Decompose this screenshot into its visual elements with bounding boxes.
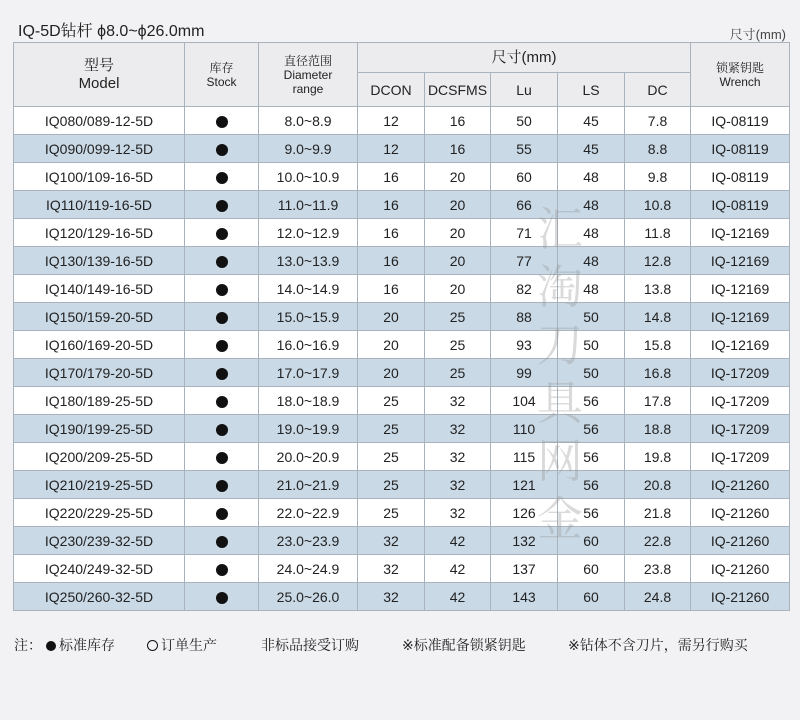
cell-lu: 66: [491, 191, 558, 219]
cell-dc: 23.8: [625, 555, 691, 583]
cell-wrench: IQ-17209: [691, 443, 790, 471]
table-row: [14, 359, 790, 387]
table-row: [14, 107, 790, 135]
cell-dcsfms: 16: [425, 135, 491, 163]
stock-cell: [185, 415, 259, 443]
cell-ls: 56: [558, 471, 625, 499]
cell-ls: 56: [558, 415, 625, 443]
cell-dcon: 25: [358, 499, 425, 527]
cell-wrench: IQ-08119: [691, 135, 790, 163]
cell-lu: 137: [491, 555, 558, 583]
stock-cell: [185, 163, 259, 191]
filled-circle-icon: [216, 116, 228, 128]
cell-range: 8.0~8.9: [259, 107, 358, 135]
cell-dcsfms: 20: [425, 219, 491, 247]
filled-circle-icon: [216, 284, 228, 296]
cell-wrench: IQ-21260: [691, 527, 790, 555]
cell-wrench: IQ-12169: [691, 331, 790, 359]
cell-dcsfms: 20: [425, 275, 491, 303]
cell-dcon: 20: [358, 359, 425, 387]
cell-dcsfms: 25: [425, 359, 491, 387]
header-wrench-en: Wrench: [719, 74, 761, 89]
table-row: [14, 191, 790, 219]
cell-ls: 50: [558, 303, 625, 331]
notes-bar: [14, 635, 794, 657]
cell-model: IQ170/179-20-5D: [14, 359, 185, 387]
cell-dcsfms: 32: [425, 443, 491, 471]
stock-cell: [185, 247, 259, 275]
filled-circle-icon: [216, 592, 228, 604]
note-insert: ※钻体不含刀片，需另行购买: [568, 637, 748, 653]
cell-lu: 121: [491, 471, 558, 499]
unit-label: 尺寸(mm): [729, 27, 786, 42]
cell-range: 9.0~9.9: [259, 135, 358, 163]
stock-cell: [185, 471, 259, 499]
cell-lu: 71: [491, 219, 558, 247]
filled-circle-icon: [216, 172, 228, 184]
cell-ls: 56: [558, 387, 625, 415]
table-row: [14, 415, 790, 443]
header-model-cn: 型号: [83, 56, 114, 74]
cell-wrench: IQ-12169: [691, 247, 790, 275]
table-row: [14, 499, 790, 527]
open-circle-icon: [147, 640, 158, 651]
note-made-to-order: [147, 635, 217, 655]
filled-circle-icon: [216, 368, 228, 380]
cell-dcon: 12: [358, 107, 425, 135]
note-made-to-order-label: 订单生产: [161, 637, 217, 653]
filled-circle-icon: [216, 200, 228, 212]
cell-model: IQ200/209-25-5D: [14, 443, 185, 471]
cell-model: IQ150/159-20-5D: [14, 303, 185, 331]
spec-table: [13, 42, 790, 611]
cell-dc: 12.8: [625, 247, 691, 275]
filled-circle-icon: [216, 536, 228, 548]
cell-dcsfms: 20: [425, 247, 491, 275]
cell-model: IQ090/099-12-5D: [14, 135, 185, 163]
header-model: [14, 43, 185, 107]
cell-dcon: 16: [358, 275, 425, 303]
stock-cell: [185, 275, 259, 303]
cell-wrench: IQ-08119: [691, 163, 790, 191]
cell-wrench: IQ-08119: [691, 191, 790, 219]
notes-prefix: 注：: [14, 637, 42, 653]
cell-dcon: 32: [358, 555, 425, 583]
cell-ls: 48: [558, 275, 625, 303]
cell-lu: 132: [491, 527, 558, 555]
cell-dcsfms: 16: [425, 107, 491, 135]
cell-dcon: 25: [358, 471, 425, 499]
cell-range: 23.0~23.9: [259, 527, 358, 555]
filled-circle-icon: [216, 228, 228, 240]
stock-cell: [185, 499, 259, 527]
cell-dc: 10.8: [625, 191, 691, 219]
cell-dcsfms: 32: [425, 471, 491, 499]
header-dcsfms: DCSFMS: [425, 73, 491, 107]
cell-model: IQ110/119-16-5D: [14, 191, 185, 219]
table-row: [14, 471, 790, 499]
cell-model: IQ220/229-25-5D: [14, 499, 185, 527]
cell-dc: 19.8: [625, 443, 691, 471]
cell-dcon: 16: [358, 191, 425, 219]
cell-ls: 48: [558, 163, 625, 191]
cell-dc: 11.8: [625, 219, 691, 247]
cell-model: IQ210/219-25-5D: [14, 471, 185, 499]
cell-wrench: IQ-08119: [691, 107, 790, 135]
cell-ls: 56: [558, 443, 625, 471]
header-wrench: [691, 43, 790, 107]
cell-wrench: IQ-17209: [691, 415, 790, 443]
cell-dcon: 25: [358, 443, 425, 471]
header-stock-cn: 库存: [209, 60, 234, 75]
stock-cell: [185, 107, 259, 135]
filled-circle-icon: [216, 144, 228, 156]
cell-ls: 60: [558, 527, 625, 555]
header-wrench-cn: 锁紧钥匙: [716, 60, 765, 75]
cell-ls: 48: [558, 247, 625, 275]
table-row: [14, 275, 790, 303]
cell-dcon: 32: [358, 527, 425, 555]
table-row: [14, 555, 790, 583]
table-row: [14, 583, 790, 611]
stock-cell: [185, 191, 259, 219]
cell-model: IQ190/199-25-5D: [14, 415, 185, 443]
cell-range: 12.0~12.9: [259, 219, 358, 247]
cell-ls: 56: [558, 499, 625, 527]
cell-dcon: 20: [358, 303, 425, 331]
cell-dc: 17.8: [625, 387, 691, 415]
cell-range: 13.0~13.9: [259, 247, 358, 275]
header-dc: DC: [625, 73, 691, 107]
cell-dcsfms: 42: [425, 527, 491, 555]
cell-lu: 60: [491, 163, 558, 191]
cell-wrench: IQ-12169: [691, 219, 790, 247]
page-title: IQ-5D钻杆 ϕ8.0~ϕ26.0mm: [18, 23, 205, 40]
cell-model: IQ130/139-16-5D: [14, 247, 185, 275]
note-standard-stock: [46, 635, 115, 655]
cell-lu: 88: [491, 303, 558, 331]
stock-cell: [185, 359, 259, 387]
header-diameter-en1: Diameter: [283, 67, 333, 82]
cell-dcon: 25: [358, 415, 425, 443]
stock-cell: [185, 387, 259, 415]
cell-dc: 21.8: [625, 499, 691, 527]
cell-ls: 50: [558, 359, 625, 387]
cell-dcon: 32: [358, 583, 425, 611]
stock-cell: [185, 219, 259, 247]
cell-model: IQ080/089-12-5D: [14, 107, 185, 135]
cell-lu: 126: [491, 499, 558, 527]
cell-dcon: 20: [358, 331, 425, 359]
cell-wrench: IQ-21260: [691, 471, 790, 499]
cell-wrench: IQ-12169: [691, 303, 790, 331]
cell-model: IQ100/109-16-5D: [14, 163, 185, 191]
cell-dcon: 16: [358, 247, 425, 275]
filled-circle-icon: [216, 424, 228, 436]
cell-dcsfms: 42: [425, 583, 491, 611]
cell-dc: 20.8: [625, 471, 691, 499]
cell-lu: 143: [491, 583, 558, 611]
filled-circle-icon: [216, 340, 228, 352]
cell-range: 22.0~22.9: [259, 499, 358, 527]
cell-ls: 45: [558, 107, 625, 135]
filled-circle-icon: [216, 508, 228, 520]
cell-lu: 99: [491, 359, 558, 387]
filled-circle-icon: [46, 641, 56, 651]
stock-cell: [185, 583, 259, 611]
cell-range: 17.0~17.9: [259, 359, 358, 387]
cell-model: IQ120/129-16-5D: [14, 219, 185, 247]
cell-model: IQ240/249-32-5D: [14, 555, 185, 583]
header-diameter-en2: range: [292, 81, 324, 96]
filled-circle-icon: [216, 312, 228, 324]
cell-range: 25.0~26.0: [259, 583, 358, 611]
cell-model: IQ140/149-16-5D: [14, 275, 185, 303]
table-row: [14, 163, 790, 191]
header-stock-en: Stock: [206, 74, 237, 89]
cell-dc: 14.8: [625, 303, 691, 331]
note-standard-stock-label: 标准库存: [59, 637, 115, 653]
cell-lu: 82: [491, 275, 558, 303]
filled-circle-icon: [216, 256, 228, 268]
header-dimension-group: 尺寸(mm): [358, 43, 691, 73]
cell-dcon: 25: [358, 387, 425, 415]
cell-range: 11.0~11.9: [259, 191, 358, 219]
cell-dc: 16.8: [625, 359, 691, 387]
cell-range: 19.0~19.9: [259, 415, 358, 443]
table-row: [14, 247, 790, 275]
table-row: [14, 303, 790, 331]
cell-dcsfms: 20: [425, 191, 491, 219]
filled-circle-icon: [216, 396, 228, 408]
cell-range: 21.0~21.9: [259, 471, 358, 499]
header-model-en: Model: [78, 74, 120, 92]
cell-dcon: 16: [358, 219, 425, 247]
cell-ls: 48: [558, 219, 625, 247]
cell-range: 24.0~24.9: [259, 555, 358, 583]
cell-ls: 60: [558, 583, 625, 611]
stock-cell: [185, 443, 259, 471]
cell-range: 18.0~18.9: [259, 387, 358, 415]
cell-lu: 77: [491, 247, 558, 275]
cell-ls: 45: [558, 135, 625, 163]
cell-dcsfms: 42: [425, 555, 491, 583]
cell-range: 15.0~15.9: [259, 303, 358, 331]
cell-dc: 7.8: [625, 107, 691, 135]
cell-dcsfms: 25: [425, 303, 491, 331]
cell-dc: 9.8: [625, 163, 691, 191]
cell-dcsfms: 32: [425, 499, 491, 527]
cell-dc: 13.8: [625, 275, 691, 303]
cell-dcsfms: 25: [425, 331, 491, 359]
cell-wrench: IQ-21260: [691, 555, 790, 583]
header-stock: [185, 43, 259, 107]
stock-cell: [185, 303, 259, 331]
table-row: [14, 527, 790, 555]
header-ls: LS: [558, 73, 625, 107]
filled-circle-icon: [216, 480, 228, 492]
cell-lu: 110: [491, 415, 558, 443]
table-row: [14, 219, 790, 247]
cell-lu: 93: [491, 331, 558, 359]
header-diameter-cn: 直径范围: [283, 53, 332, 68]
table-row: [14, 135, 790, 163]
cell-ls: 48: [558, 191, 625, 219]
cell-model: IQ180/189-25-5D: [14, 387, 185, 415]
stock-cell: [185, 331, 259, 359]
table-row: [14, 387, 790, 415]
note-wrench: ※标准配备锁紧钥匙: [402, 637, 526, 653]
cell-dc: 24.8: [625, 583, 691, 611]
spec-table-body: [14, 107, 790, 611]
cell-wrench: IQ-21260: [691, 499, 790, 527]
header-lu: Lu: [491, 73, 558, 107]
note-non-standard: 非标品接受订购: [261, 637, 359, 653]
cell-wrench: IQ-21260: [691, 583, 790, 611]
watermark: 汇 淘 刀 具 网 金: [537, 202, 583, 546]
cell-dc: 15.8: [625, 331, 691, 359]
cell-range: 20.0~20.9: [259, 443, 358, 471]
cell-range: 16.0~16.9: [259, 331, 358, 359]
cell-ls: 60: [558, 555, 625, 583]
cell-range: 14.0~14.9: [259, 275, 358, 303]
cell-wrench: IQ-12169: [691, 275, 790, 303]
header-dcon: DCON: [358, 73, 425, 107]
filled-circle-icon: [216, 564, 228, 576]
cell-wrench: IQ-17209: [691, 359, 790, 387]
cell-wrench: IQ-17209: [691, 387, 790, 415]
cell-lu: 50: [491, 107, 558, 135]
filled-circle-icon: [216, 452, 228, 464]
cell-model: IQ250/260-32-5D: [14, 583, 185, 611]
cell-dc: 18.8: [625, 415, 691, 443]
cell-range: 10.0~10.9: [259, 163, 358, 191]
cell-dcsfms: 20: [425, 163, 491, 191]
cell-dcon: 16: [358, 163, 425, 191]
cell-dcsfms: 32: [425, 387, 491, 415]
table-row: [14, 443, 790, 471]
cell-dcsfms: 32: [425, 415, 491, 443]
cell-ls: 50: [558, 331, 625, 359]
stock-cell: [185, 135, 259, 163]
cell-lu: 115: [491, 443, 558, 471]
header-diameter: [259, 43, 358, 107]
stock-cell: [185, 555, 259, 583]
page-header: [0, 0, 800, 42]
cell-dcon: 12: [358, 135, 425, 163]
cell-lu: 104: [491, 387, 558, 415]
cell-dc: 22.8: [625, 527, 691, 555]
cell-model: IQ230/239-32-5D: [14, 527, 185, 555]
table-row: [14, 331, 790, 359]
stock-cell: [185, 527, 259, 555]
cell-model: IQ160/169-20-5D: [14, 331, 185, 359]
cell-dc: 8.8: [625, 135, 691, 163]
cell-lu: 55: [491, 135, 558, 163]
